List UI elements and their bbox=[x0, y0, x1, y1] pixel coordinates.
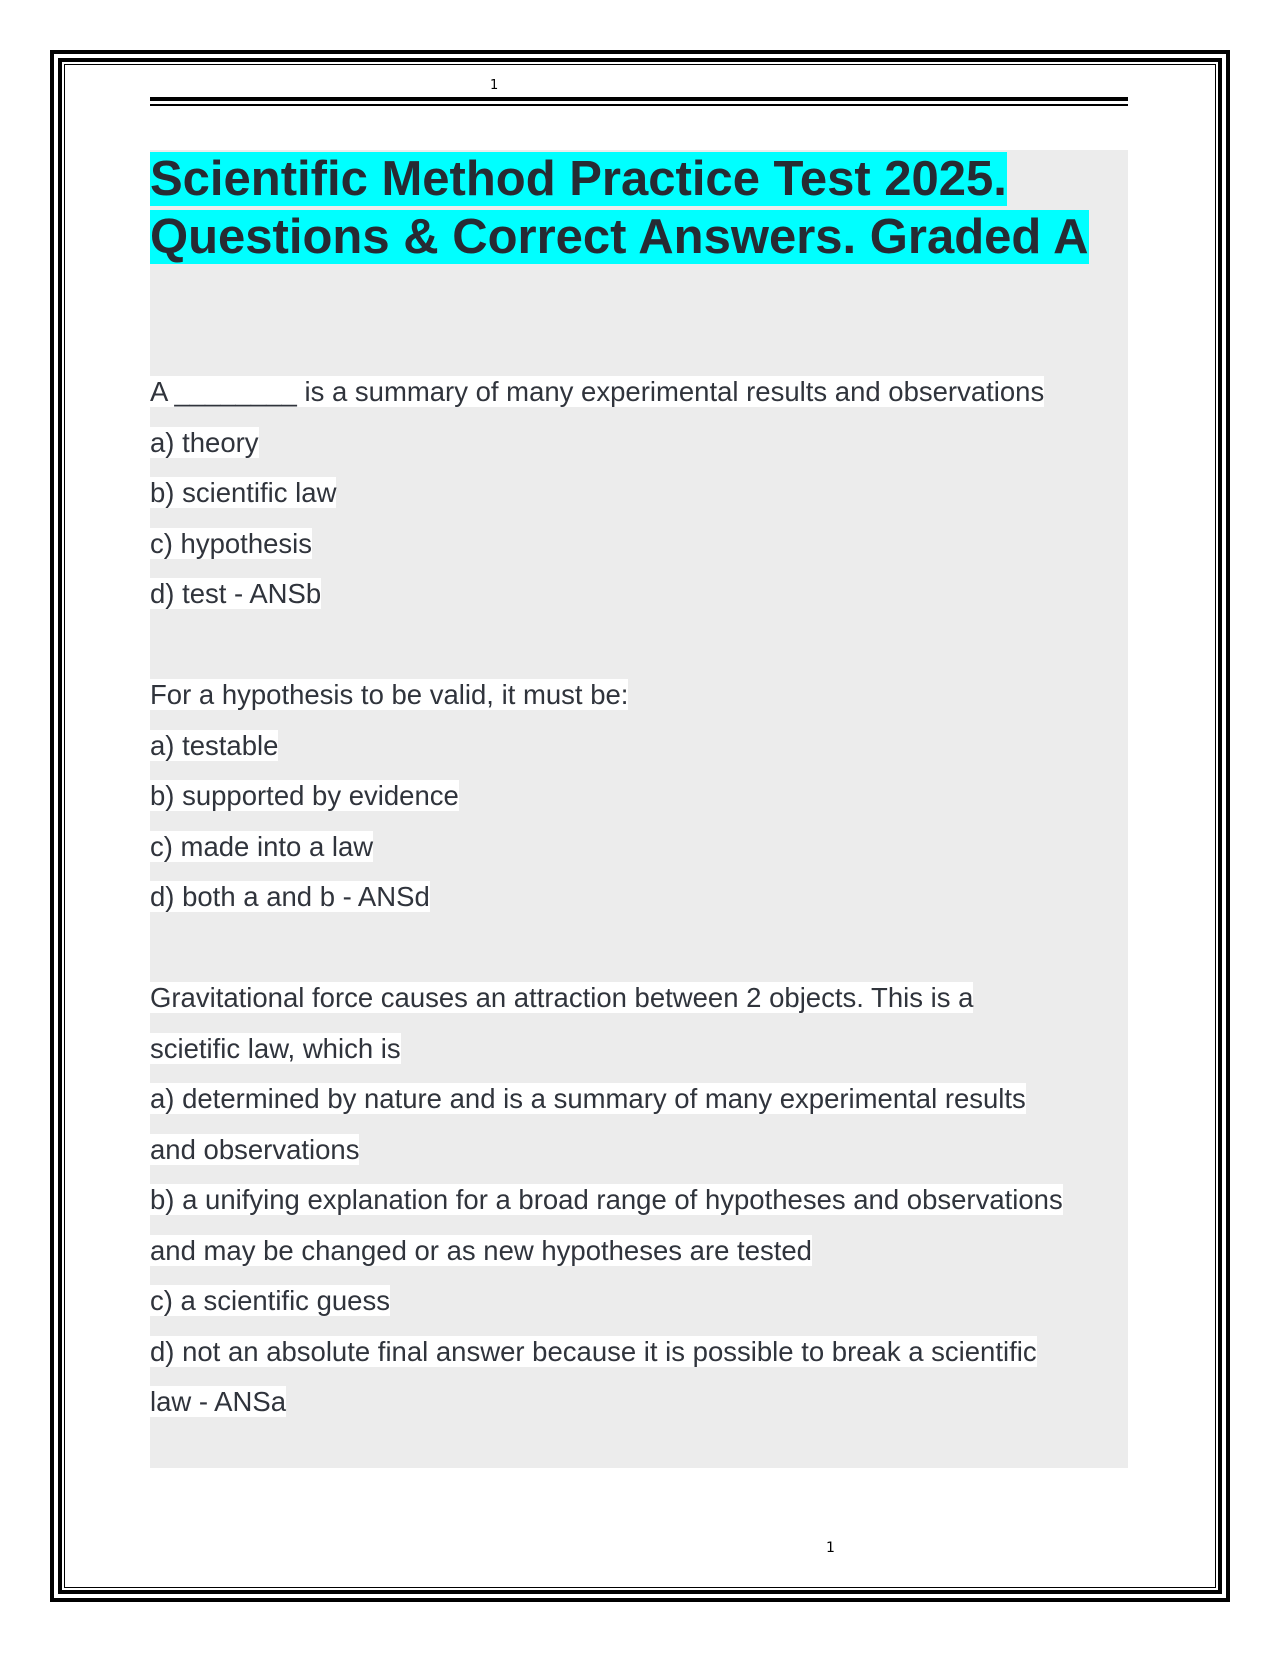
question-1-option-c: c) hypothesis bbox=[150, 527, 313, 559]
question-1-option-a: a) theory bbox=[150, 426, 259, 458]
header-rule-thick bbox=[150, 97, 1128, 101]
question-2-option-b: b) supported by evidence bbox=[150, 780, 459, 811]
question-2-option-c: c) made into a law bbox=[150, 830, 374, 862]
question-1 bbox=[150, 367, 1140, 620]
footer-page-number: 1 bbox=[826, 1540, 835, 1556]
question-3-option-b-line-1: b) a unifying explanation for a broad range of hypotheses and observations bbox=[150, 1184, 1063, 1215]
question-1-option-d: d) test - ANSb bbox=[150, 578, 322, 609]
question-3-option-a-line-1: a) determined by nature and is a summary of many experimental results bbox=[150, 1083, 1026, 1114]
header-rule-thin bbox=[150, 104, 1128, 106]
question-3-option-d-line-2: law - ANSa bbox=[150, 1386, 287, 1417]
question-1-stem: A ________ is a summary of many experimental results and observations bbox=[150, 376, 1045, 407]
question-2-option-a: a) testable bbox=[150, 729, 279, 761]
question-2-option-d: d) both a and b - ANSd bbox=[150, 881, 430, 912]
header-page-number: 1 bbox=[490, 78, 499, 93]
question-3 bbox=[150, 973, 1140, 1428]
question-1-option-b: b) scientific law bbox=[150, 477, 337, 508]
title-line-1: Scientific Method Practice Test 2025. bbox=[150, 152, 1007, 206]
question-3-stem-line-1: Gravitational force causes an attraction between 2 objects. This is a bbox=[150, 982, 974, 1013]
title-line-2: Questions & Correct Answers. Graded A bbox=[150, 210, 1089, 264]
question-3-option-a-line-2: and observations bbox=[150, 1133, 360, 1165]
question-3-option-c: c) a scientific guess bbox=[150, 1285, 390, 1316]
document-title bbox=[150, 150, 1140, 266]
question-2 bbox=[150, 670, 1140, 923]
question-3-option-d-line-1: d) not an absolute final answer because it is possible to break a scientific bbox=[150, 1335, 1037, 1367]
question-3-stem-line-2: scietific law, which is bbox=[150, 1032, 401, 1064]
question-2-stem: For a hypothesis to be valid, it must be: bbox=[150, 679, 629, 710]
question-3-option-b-line-2: and may be changed or as new hypotheses are tested bbox=[150, 1234, 812, 1266]
